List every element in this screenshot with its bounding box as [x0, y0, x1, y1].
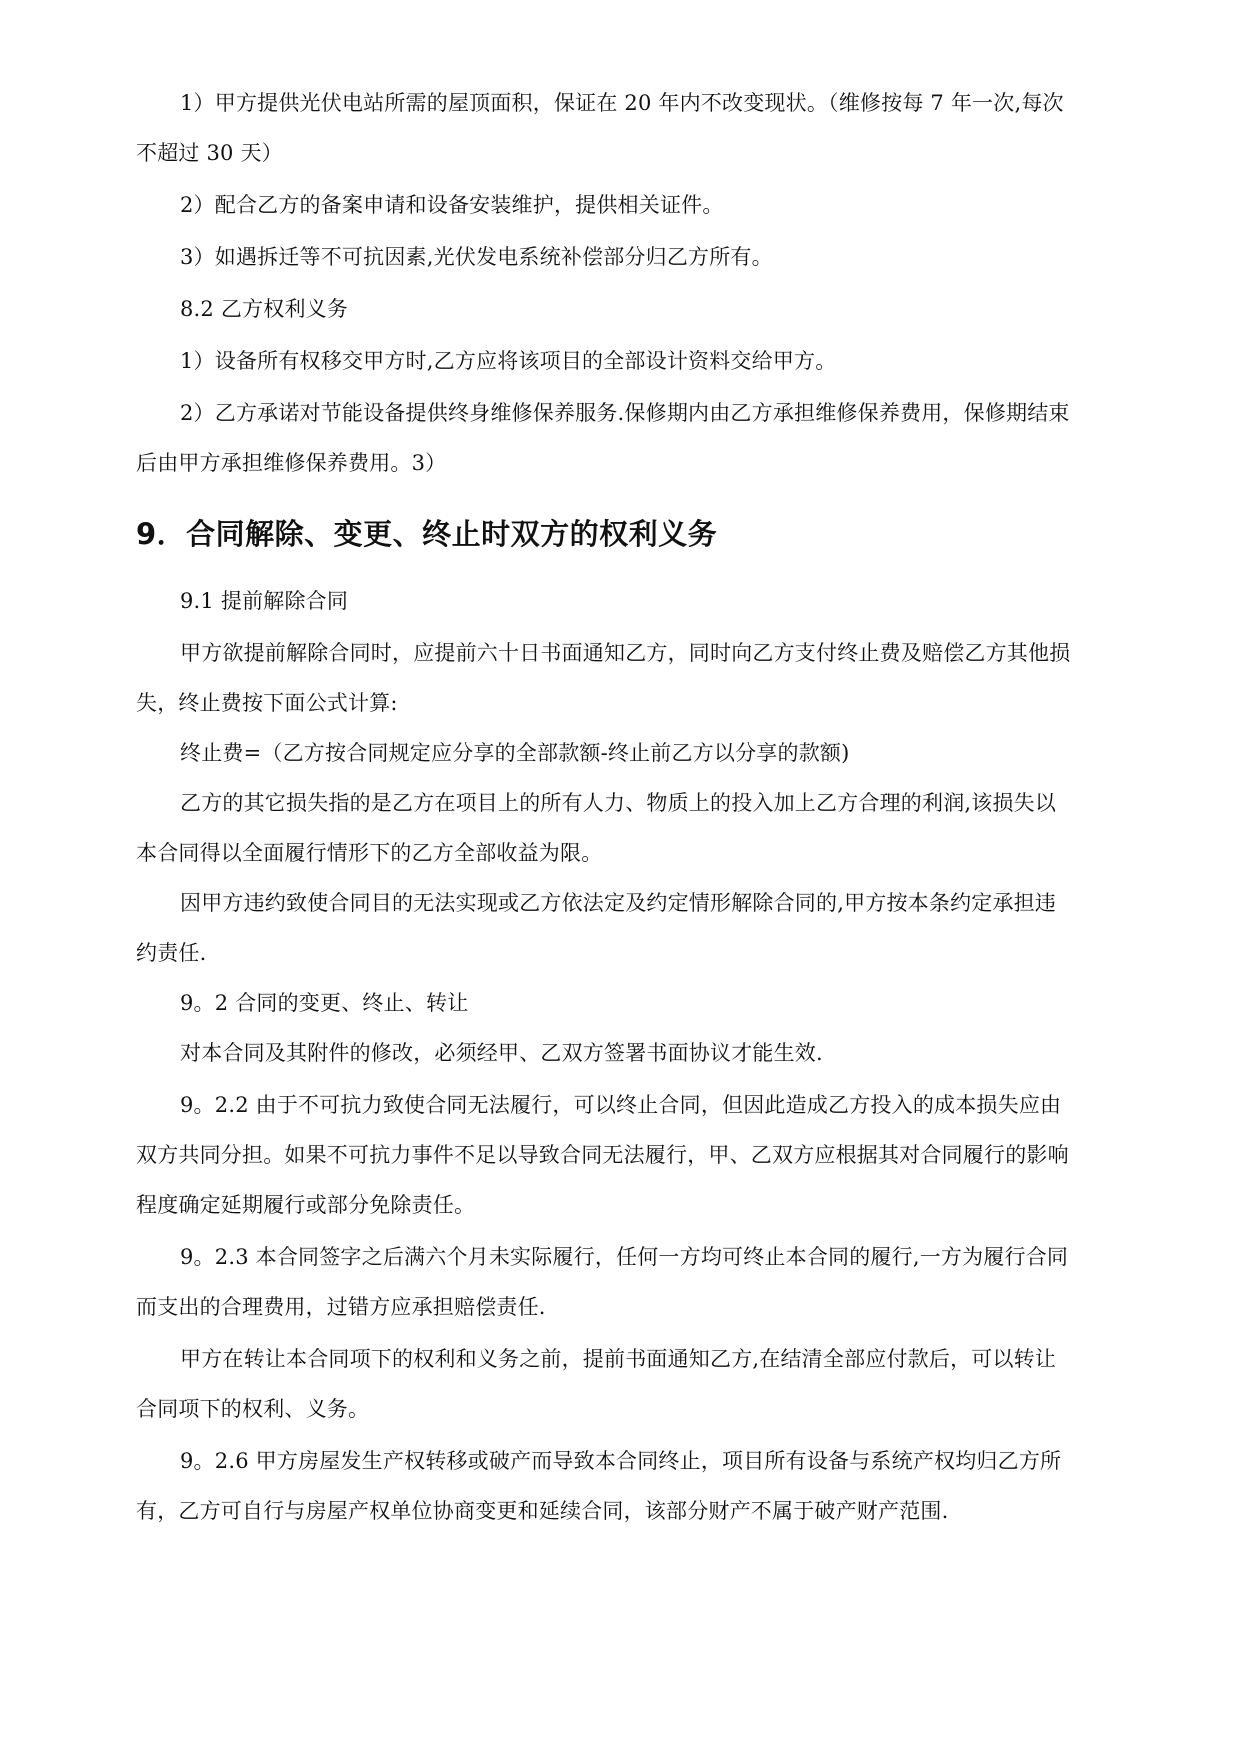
paragraph-9-2-amendment: 对本合同及其附件的修改，必须经甲、乙双方签署书面协议才能生效. — [180, 1041, 823, 1065]
document-body — [136, 78, 1076, 1536]
paragraph-9-2-2: 9。2.2 由于不可抗力致使合同无法履行，可以终止合同，但因此造成乙方投入的成本损失应由双方共同分担。如果不可抗力事件不足以导致合同无法履行，甲、乙双方应根据其对合同履行的影响程度确定延期履行或部分免除责任。 — [136, 1093, 1069, 1217]
paragraph-8-2-item-1: 1）设备所有权移交甲方时,乙方应将该项目的全部设计资料交给甲方。 — [180, 349, 837, 373]
subheading-8-2: 8.2 乙方权利义务 — [180, 297, 349, 321]
paragraph-9-1-notice: 甲方欲提前解除合同时，应提前六十日书面通知乙方，同时向乙方支付终止费及赔偿乙方其他损失，终止费按下面公式计算: — [136, 641, 1071, 715]
paragraph-8-2-item-2: 2）乙方承诺对节能设备提供终身维修保养服务.保修期内由乙方承担维修保养费用，保修期结束后由甲方承担维修保养费用。3） — [136, 401, 1070, 475]
paragraph-9-2-6: 9。2.6 甲方房屋发生产权转移或破产而导致本合同终止，项目所有设备与系统产权均归乙方所有，乙方可自行与房屋产权单位协商变更和延续合同，该部分财产不属于破产财产范围. — [136, 1449, 1062, 1523]
subheading-9-1: 9.1 提前解除合同 — [180, 589, 349, 613]
paragraph-8-1-item-3: 3）如遇拆迁等不可抗因素,光伏发电系统补偿部分归乙方所有。 — [180, 245, 773, 269]
paragraph-8-1-item-1: 1）甲方提供光伏电站所需的屋顶面积，保证在 20 年内不改变现状。（维修按每 7 年一次,每次不超过 30 天） — [136, 91, 1064, 165]
section-9-heading: 9．合同解除、变更、终止时双方的权利义务 — [136, 517, 718, 551]
paragraph-9-1-breach: 因甲方违约致使合同目的无法实现或乙方依法定及约定情形解除合同的,甲方按本条约定承担违约责任. — [136, 891, 1057, 965]
paragraph-9-2-3: 9。2.3 本合同签字之后满六个月未实际履行，任何一方均可终止本合同的履行,一方为履行合同而支出的合理费用，过错方应承担赔偿责任. — [136, 1245, 1069, 1319]
paragraph-9-1-formula: 终止费=（乙方按合同规定应分享的全部款额-终止前乙方以分享的款额) — [180, 741, 850, 765]
paragraph-8-1-item-2: 2）配合乙方的备案申请和设备安装维护，提供相关证件。 — [180, 193, 724, 217]
subheading-9-2: 9。2 合同的变更、终止、转让 — [180, 991, 469, 1015]
paragraph-9-1-other-losses: 乙方的其它损失指的是乙方在项目上的所有人力、物质上的投入加上乙方合理的利润,该损失以本合同得以全面履行情形下的乙方全部收益为限。 — [136, 791, 1057, 865]
paragraph-9-2-transfer: 甲方在转让本合同项下的权利和义务之前，提前书面通知乙方,在结清全部应付款后，可以转让合同项下的权利、义务。 — [136, 1347, 1057, 1421]
